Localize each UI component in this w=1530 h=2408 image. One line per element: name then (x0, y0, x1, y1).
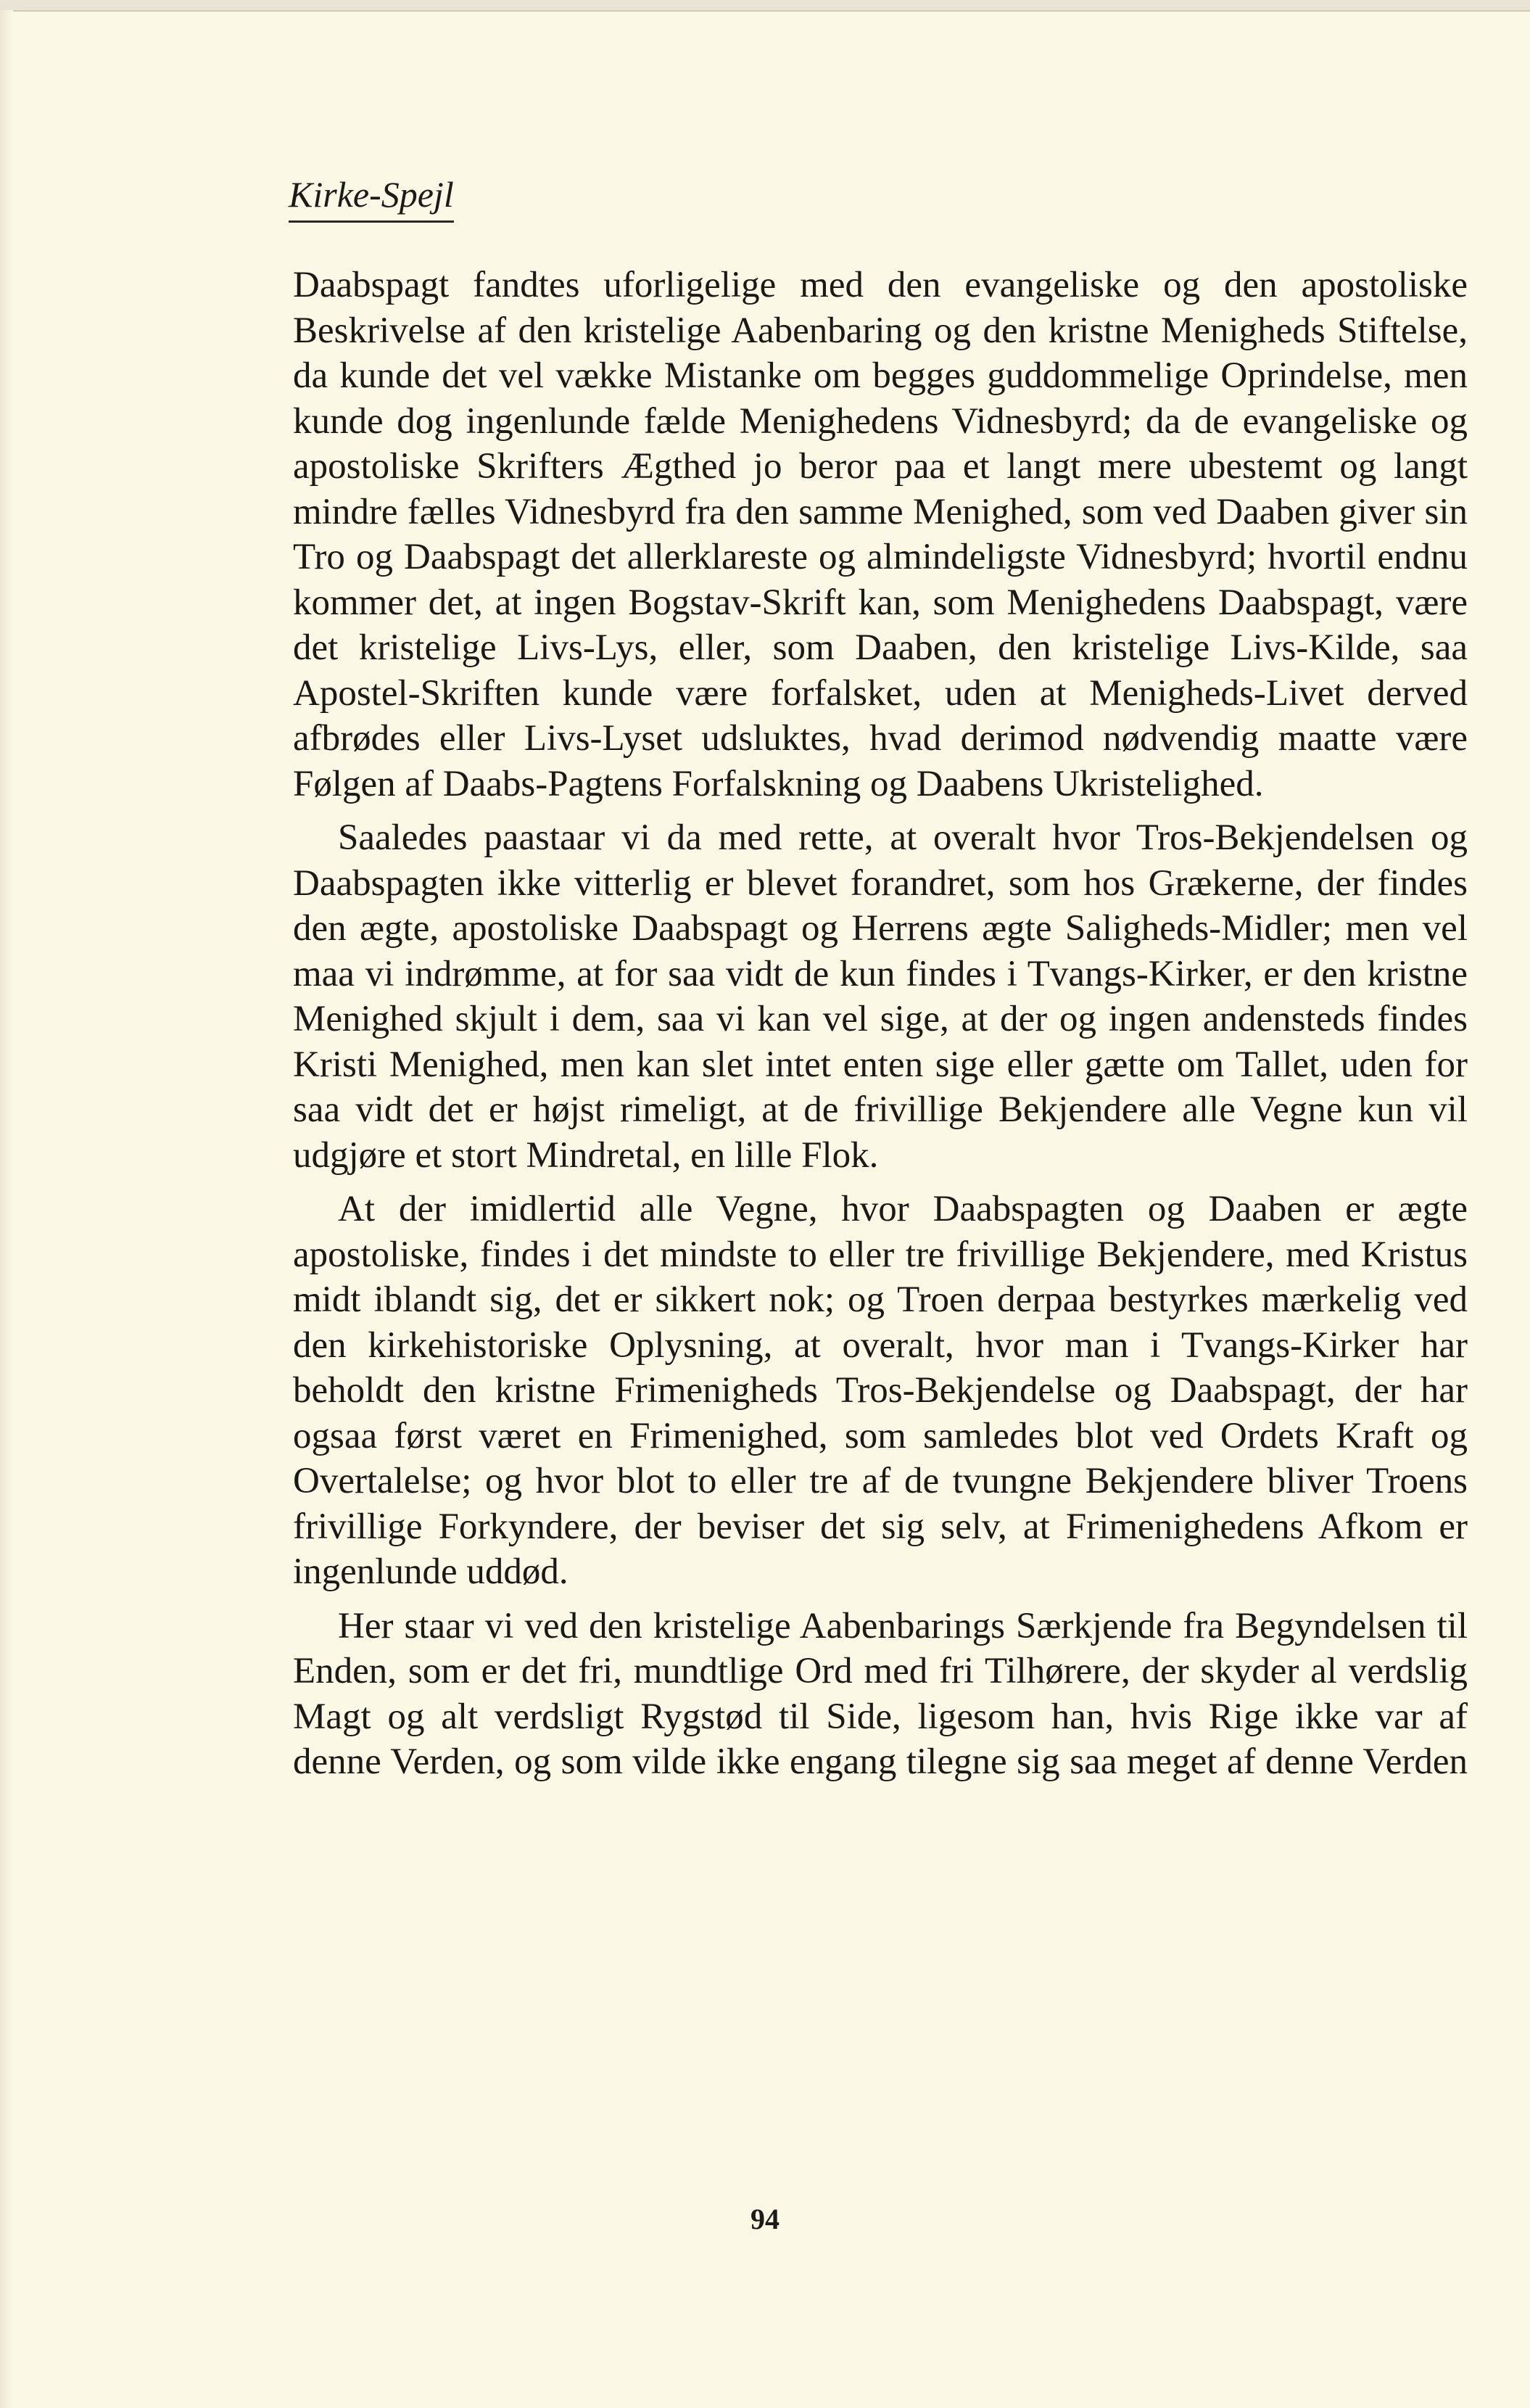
paragraph-3: At der imidlertid alle Vegne, hvor Daabspagten og Daaben er ægte apostoliske, findes i det mindste to eller tre frivillige Bekjendere, med Kristus midt iblandt sig, det er sikkert nok; og Troen derpaa bestyrkes mærkelig ved den kirkehistoriske Oplysning, at overalt, hvor man i Tvangs-Kirker har beholdt den kristne Frimenigheds Tros-Bekjendelse og Daabspagt, der har ogsaa først været en Frimenighed, som samledes blot ved Ordets Kraft og Overtalelse; og hvor blot to eller tre af de tvungne Bekjendere bliver Troens frivillige Forkyndere, der beviser det sig selv, at Frimenighedens Afkom er ingenlunde uddød. (293, 1189, 1468, 1592)
body-text (293, 263, 1468, 1794)
paragraph-2: Saaledes paastaar vi da med rette, at overalt hvor Tros-Bekjendelsen og Daabspagten ikke vitterlig er blevet forandret, som hos Grækerne, der findes den ægte, apostoliske Daabspagt og Herrens ægte Saligheds-Midler; men vel maa vi indrømme, at for saa vidt de kun findes i Tvangs-Kirker, er den kristne Menighed skjult i dem, saa vi kan vel sige, at der og ingen andensteds findes Kristi Menighed, men kan slet intet enten sige eller gætte om Tallet, uden for saa vidt det er højst rimeligt, at de frivillige Bekjendere alle Vegne kun vil udgjøre et stort Mindretal, en lille Flok. (293, 817, 1468, 1176)
page-number: 94 (750, 2203, 780, 2235)
paragraph-1: Daabspagt fandtes uforligelige med den evangeliske og den apostoliske Beskrivelse af den kristelige Aabenbaring og den kristne Menigheds Stiftelse, da kunde det vel vække Mistanke om begges guddommelige Oprindelse, men kunde dog ingenlunde fælde Menighedens Vidnesbyrd; da de evangeliske og apostoliske Skrifters Ægthed jo beror paa et langt mere ubestemt og langt mindre fælles Vidnesbyrd fra den samme Menighed, som ved Daaben giver sin Tro og Daabspagt det allerklareste og almindeligste Vidnesbyrd; hvortil endnu kommer det, at ingen Bogstav-Skrift kan, som Menighedens Daabspagt, være det kristelige Livs-Lys, eller, som Daaben, den kristelige Livs-Kilde, saa Apostel-Skriften kunde være forfalsket, uden at Menigheds-Livet derved afbrødes eller Livs-Lyset udsluktes, hvad derimod nødvendig maatte være Følgen af Daabs-Pagtens Forfalskning og Daabens Ukristelighed. (293, 265, 1468, 804)
page-edge (0, 10, 13, 2408)
paragraph-4: Her staar vi ved den kristelige Aabenbarings Særkjende fra Begyndelsen til Enden, som er det fri, mundtlige Ord med fri Tilhørere, der skyder al verdslig Magt og alt verdsligt Rygstød til Side, ligesom han, hvis Rige ikke var af denne Verden, og som vilde ikke engang tilegne sig saa meget af denne Verden (293, 1605, 1468, 1782)
running-head: Kirke-Spejl (289, 173, 454, 223)
